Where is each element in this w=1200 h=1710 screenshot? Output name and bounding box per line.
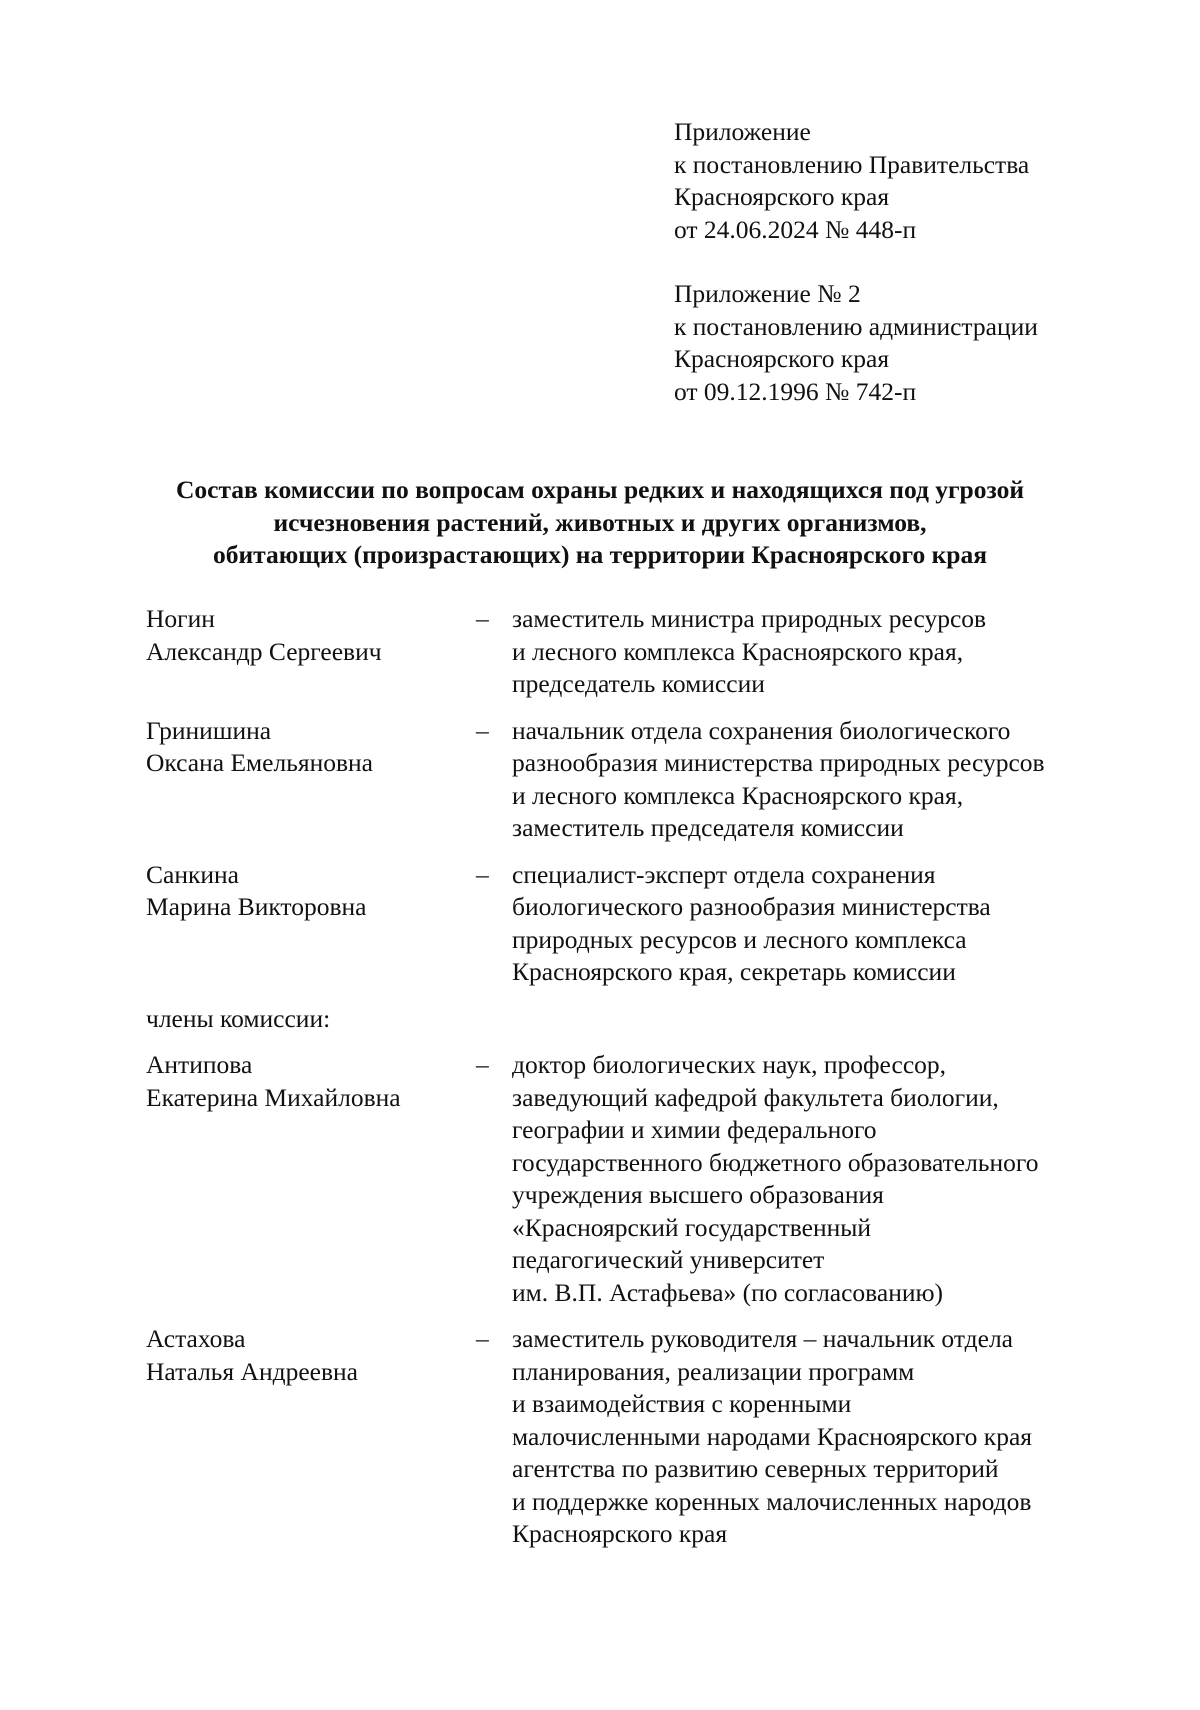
position-line: и лесного комплекса Красноярского края, [512,636,964,666]
position-line: заместитель министра природных ресурсов [512,604,987,633]
annex-line: Красноярского края [674,182,890,211]
position-line: и лесного комплекса Красноярского края, [512,780,964,810]
position-line: заместитель председателя комиссии [512,813,904,842]
position-line: Красноярского края [512,1519,728,1548]
annex-line: Приложение [674,117,811,146]
position-line: заведующий кафедрой факультета биологии, [512,1082,999,1112]
member-surname: Санкина [146,859,239,889]
member-position [512,1049,1156,1309]
position-line: доктор биологических наук, профессор, [512,1050,947,1079]
member-given-names: Марина Викторовна [146,892,367,921]
dash-separator: – [476,1324,489,1353]
member-position [512,859,1156,989]
title-line: Состав комиссии по вопросам охраны редких и находящихся под угрозой [175,475,1025,504]
position-line: «Красноярский государственный [512,1212,872,1242]
position-line: агентства по развитию северных территорий [512,1454,999,1483]
member-surname: Антипова [146,1050,253,1079]
member-given-names: Оксана Емельяновна [146,748,373,777]
position-line: учреждения высшего образования [512,1180,884,1209]
title-line: обитающих (произрастающих) на территории Красноярского края [212,540,987,569]
commission-members [146,603,1156,1551]
member-name [146,715,476,845]
member-name [146,603,476,701]
member-name [146,859,476,989]
position-line: природных ресурсов и лесного комплекса [512,924,967,954]
position-line: географии и химии федерального [512,1115,877,1144]
annex-line: Красноярского края [674,344,890,373]
annex-line: от 09.12.1996 № 742-п [674,376,917,406]
dash-separator: – [476,604,489,633]
members-section-label: члены комиссии: [146,1003,331,1033]
position-line: и поддержке коренных малочисленных народов [512,1486,1032,1516]
member-entry [146,715,1156,845]
member-surname: Астахова [146,1324,246,1353]
member-position [512,603,1156,701]
position-line: разнообразия министерства природных ресурсов [512,748,1045,777]
member-given-names: Екатерина Михайловна [146,1082,401,1112]
position-line: Красноярского края, секретарь комиссии [512,957,956,986]
member-surname: Ногин [146,604,215,633]
position-line: заместитель руководителя – начальник отдела [512,1324,1013,1353]
member-entry [146,859,1156,989]
member-position [512,1323,1156,1551]
position-line: специалист-эксперт отдела сохранения [512,859,936,889]
member-entry [146,1049,1156,1309]
member-name [146,1049,476,1309]
dash-separator: – [476,715,489,745]
member-given-names: Наталья Андреевна [146,1356,358,1386]
dash-separator: – [476,1050,489,1079]
annex-line: Приложение № 2 [674,279,861,308]
annex-line: к постановлению администрации [674,311,1038,341]
title-line: исчезновения растений, животных и других организмов, [273,507,927,537]
position-line: и взаимодействия с коренными [512,1389,852,1418]
position-line: биологического разнообразия министерства [512,892,991,921]
member-position [512,715,1156,845]
position-line: председатель комиссии [512,669,765,698]
member-entry [146,1323,1156,1551]
annex-block-government [674,116,1154,246]
member-surname: Гринишина [146,715,272,745]
position-line: педагогический университет [512,1245,825,1274]
document-title [100,474,1100,572]
position-line: начальник отдела сохранения биологического [512,715,1011,745]
dash-separator: – [476,859,489,889]
position-line: государственного бюджетного образовательного [512,1147,1039,1177]
position-line: им. В.П. Астафьева» (по согласованию) [512,1277,944,1307]
annex-block-administration [674,278,1154,408]
member-given-names: Александр Сергеевич [146,636,382,666]
position-line: планирования, реализации программ [512,1356,915,1386]
annex-line: от 24.06.2024 № 448-п [674,214,917,244]
member-name [146,1323,476,1551]
member-entry [146,603,1156,701]
position-line: малочисленными народами Красноярского края [512,1421,1032,1451]
annex-line: к постановлению Правительства [674,149,1030,179]
